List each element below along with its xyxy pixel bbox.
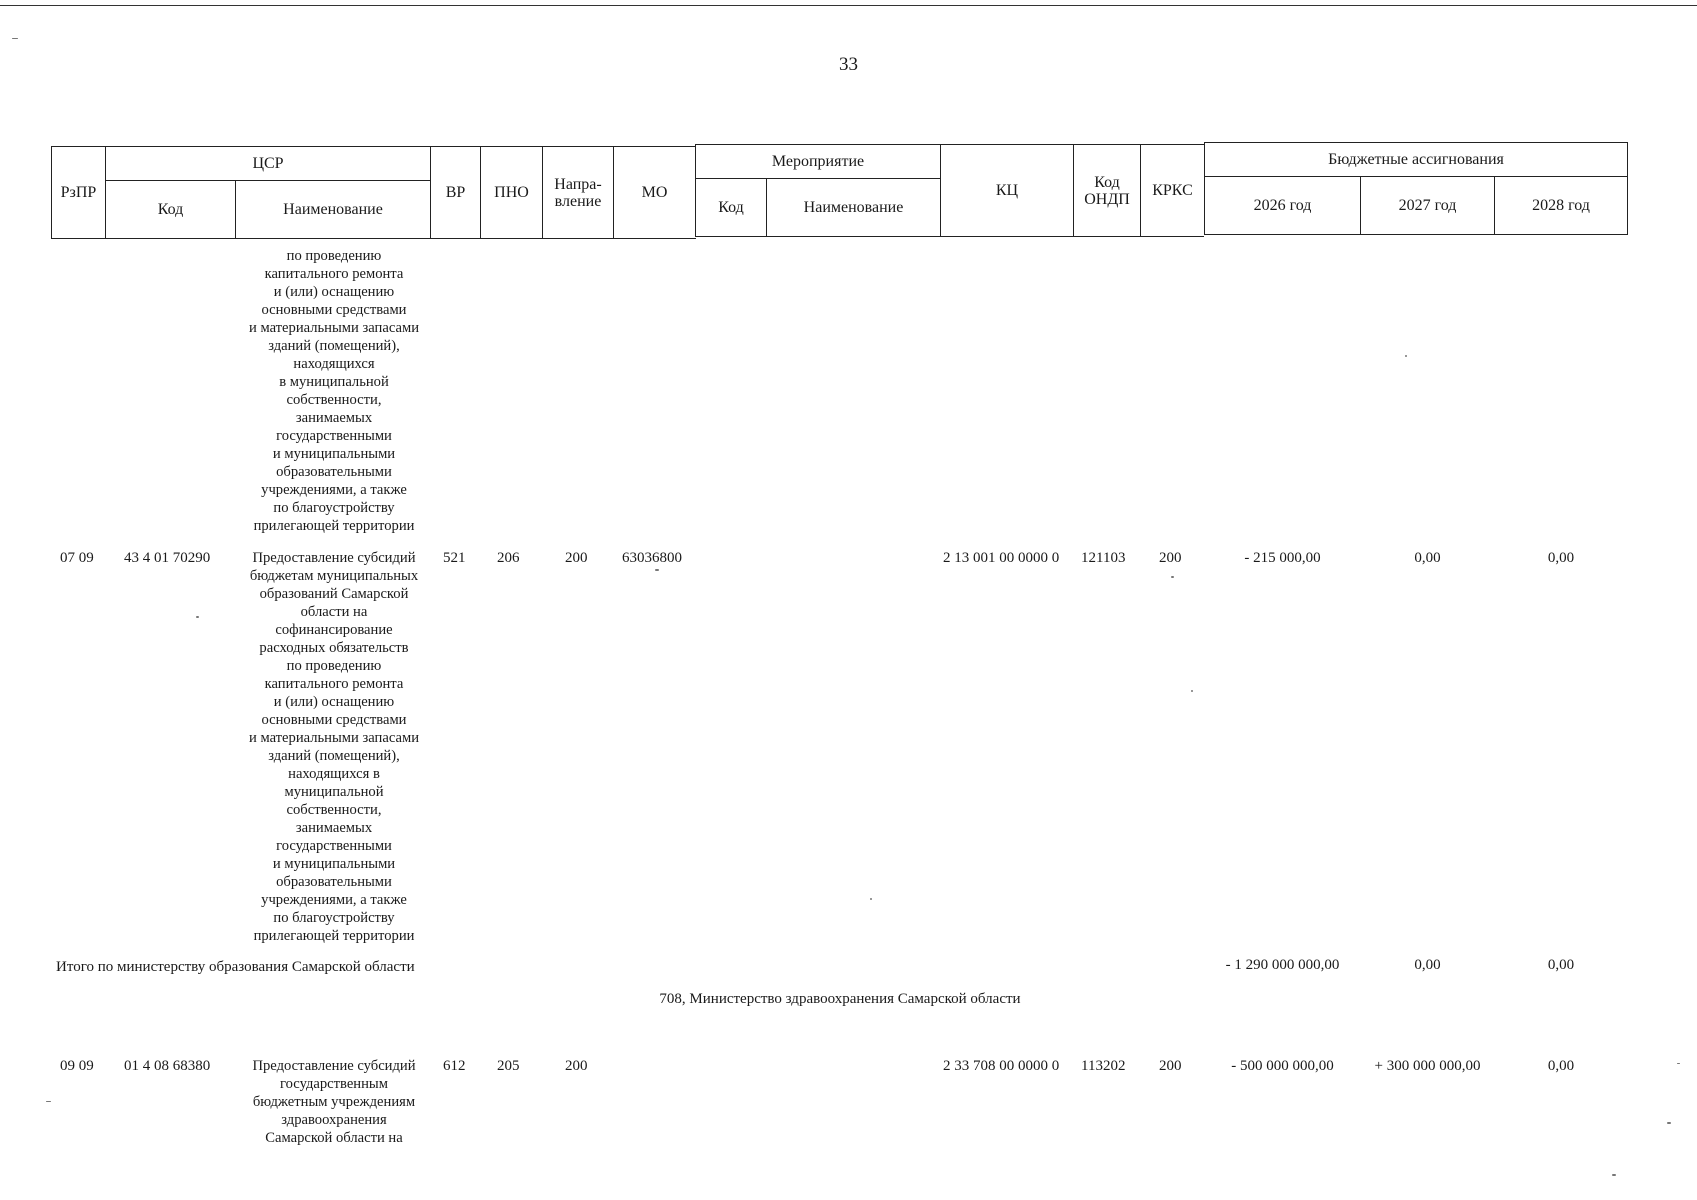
total-value-2026: - 1 290 000 000,00 [1225, 957, 1340, 973]
col-header-pno: ПНО [494, 184, 529, 201]
scan-speck [196, 616, 199, 618]
row-tsr-name: Предоставление субсидий бюджетам муниципальных образований Самарской области на софинансирование расходных обязательств по проведению капитального ремонта и (или) оснащению основными средствами и материальными запасами зданий (помещений), находящихся в муниципальной собственности, занимаемых государственными и муниципальными образовательными учреждениями, а также по благоустройству прилегающей территории [248, 550, 420, 944]
row-napravlenie: 200 [565, 1058, 588, 1074]
page-number: 33 [839, 54, 858, 75]
row-tsr-name: Предоставление субсидий государственным бюджетным учреждениям здравоохранения Самарской области на [252, 1058, 416, 1146]
col-group-meropriyatie: Мероприятие [771, 153, 865, 170]
scan-speck [1191, 690, 1193, 692]
row-pno: 206 [497, 550, 520, 566]
col-header-tsr-name: Наименование [283, 201, 383, 218]
row-rzpr: 09 09 [60, 1058, 94, 1074]
header-bottom-line [696, 236, 1204, 237]
scan-speck [655, 569, 659, 571]
continued-description: по проведению капитального ремонта и (или) оснащению основными средствами и материальными запасами зданий (помещений), находящихся в муниципальной собственности, занимаемых государственными и муниципальными образовательными учреждениями, а также по благоустройству прилегающей территории [248, 248, 420, 534]
total-label: Итого по министерству образования Самарской области [56, 959, 415, 975]
row-vr: 612 [443, 1058, 466, 1074]
row-kod-ondp: 113202 [1081, 1058, 1126, 1074]
col-header-tsr-code: Код [157, 201, 184, 218]
col-group-budget: Бюджетные ассигнования [1328, 151, 1504, 168]
header-bottom-line [51, 238, 696, 239]
col-header-mo: МО [641, 184, 668, 201]
scan-speck [1612, 1174, 1616, 1176]
scan-speck [12, 38, 18, 39]
header-bottom-line [1204, 234, 1628, 235]
row-value-2028: 0,00 [1547, 1058, 1575, 1074]
row-kod-ondp: 121103 [1081, 550, 1126, 566]
row-napravlenie: 200 [565, 550, 588, 566]
col-header-vr: ВР [445, 184, 466, 201]
row-value-2028: 0,00 [1547, 550, 1575, 566]
row-krks: 200 [1159, 550, 1182, 566]
col-header-meropriyatie-name: Наименование [803, 199, 904, 216]
col-header-2028: 2028 год [1532, 197, 1590, 214]
row-rzpr: 07 09 [60, 550, 94, 566]
row-tsr-code: 01 4 08 68380 [124, 1058, 211, 1074]
scan-speck [1677, 1063, 1680, 1064]
col-group-tsr: ЦСР [252, 155, 284, 172]
scan-speck [1405, 355, 1407, 357]
col-header-krks: КРКС [1152, 182, 1193, 199]
row-value-2026: - 500 000 000,00 [1231, 1058, 1334, 1074]
header-col-line [1627, 142, 1628, 235]
col-header-kod-ondp: Код ОНДП [1084, 173, 1130, 208]
col-header-rzpr: РзПР [60, 184, 97, 201]
scan-speck [46, 1101, 51, 1102]
scan-speck [1667, 1122, 1671, 1124]
row-value-2027: + 300 000 000,00 [1374, 1058, 1481, 1074]
col-header-napravlenie: Напра- вление [554, 175, 602, 210]
row-vr: 521 [443, 550, 466, 566]
col-header-2027: 2027 год [1398, 197, 1457, 214]
scan-speck [870, 898, 872, 900]
row-value-2027: 0,00 [1414, 550, 1441, 566]
col-header-meropriyatie-code: Код [718, 199, 744, 216]
row-kc: 2 33 708 00 0000 0 [943, 1058, 1060, 1074]
row-tsr-code: 43 4 01 70290 [124, 550, 211, 566]
top-rule [0, 5, 1697, 6]
scan-speck [1171, 576, 1174, 578]
row-mo: 63036800 [622, 550, 682, 566]
total-value-2028: 0,00 [1547, 957, 1575, 973]
row-pno: 205 [497, 1058, 520, 1074]
row-kc: 2 13 001 00 0000 0 [943, 550, 1060, 566]
row-krks: 200 [1159, 1058, 1182, 1074]
row-value-2026: - 215 000,00 [1244, 550, 1321, 566]
col-header-2026: 2026 год [1253, 197, 1312, 214]
section-title: 708, Министерство здравоохранения Самарской области [659, 991, 1021, 1007]
total-value-2027: 0,00 [1414, 957, 1441, 973]
col-header-kc: КЦ [995, 182, 1019, 199]
